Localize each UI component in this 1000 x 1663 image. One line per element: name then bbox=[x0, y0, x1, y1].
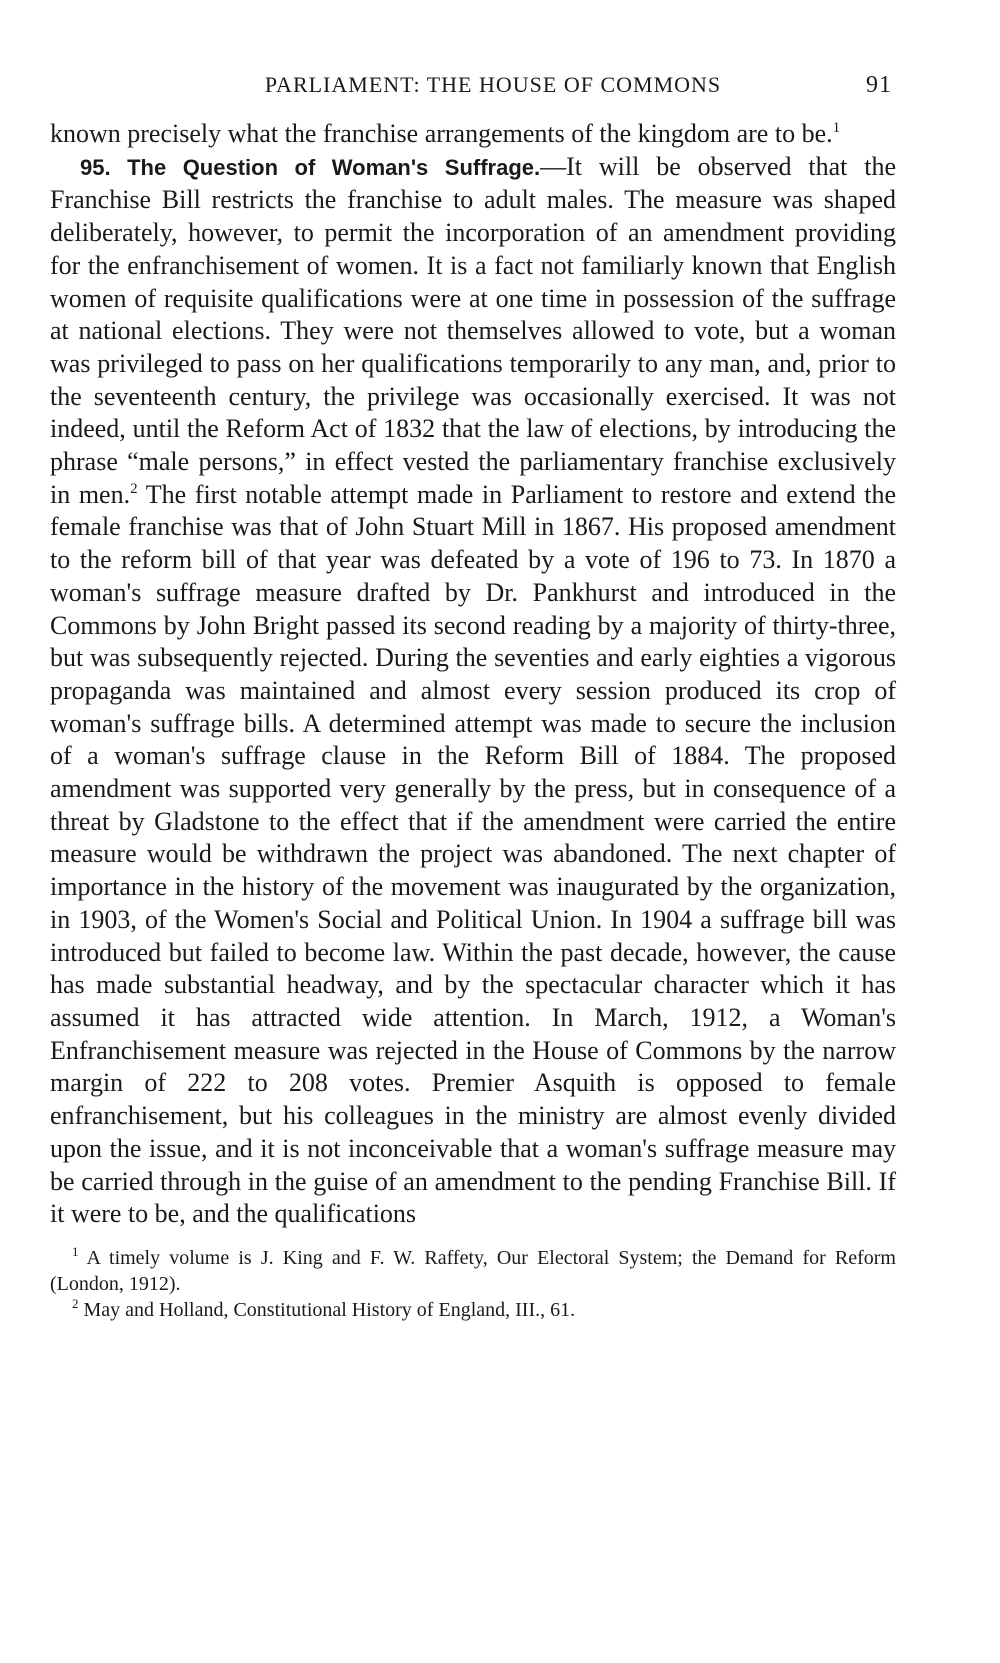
footnote-ref-1: 1 bbox=[832, 120, 841, 136]
footnotes bbox=[50, 1245, 896, 1323]
section-paragraph bbox=[50, 151, 896, 1231]
footnote-1-marker: 1 bbox=[72, 1243, 79, 1259]
main-text bbox=[50, 118, 896, 1231]
footnote-1 bbox=[50, 1245, 896, 1297]
section-title: The Question of Woman's Suffrage. bbox=[127, 154, 541, 180]
section-text-part-2: The first notable attempt made in Parliament to restore and extend the female franchise was that of John Stuart Mill in 1867. His proposed amendment to the reform bill of that year was defeated by a vote of 196 to 73. In 1870 a woman's suffrage measure drafted by Dr. Pankhurst and introduced in the Commons by John Bright passed its second reading by a majority of thirty-three, but was subsequently rejected. During the seventies and early eighties a vigorous propaganda was maintained and almost every session produced its crop of woman's suffrage bills. A determined attempt was made to secure the inclusion of a woman's suffrage clause in the Reform Bill of 1884. The proposed amendment was supported very generally by the press, but in consequence of a threat by Gladstone to the effect that if the amendment were carried the entire measure would be withdrawn the project was abandoned. The next chapter of importance in the history of the movement was inaugurated by the organization, in 1903, of the Women's Social and Political Union. In 1904 a suffrage bill was introduced but failed to become law. Within the past decade, however, the cause has made substantial headway, and by the spectacular character which it has assumed it has attracted wide attention. In March, 1912, a Woman's Enfranchisement measure was rejected in the House of Commons by the narrow margin of 222 to 208 votes. Premier Asquith is opposed to female enfranchisement, but his colleagues in the ministry are almost evenly divided upon the issue, and it is not inconceivable that a woman's suffrage measure may be carried through in the guise of an amendment to the pending Franchise Bill. If it were to be, and the qualifications bbox=[50, 479, 896, 1229]
section-number: 95. bbox=[80, 154, 111, 180]
footnote-2 bbox=[50, 1297, 896, 1323]
section-text-part-1: —It will be observed that the Franchise Bill restricts the franchise to adult males. The measure was shaped deliberately, however, to permit the incorporation of an amendment providing for the enfranchisement of women. It is a fact not familiarly known that English women of requisite qualifications were at one time in possession of the suffrage at national elections. They were not themselves allowed to vote, but a woman was privileged to pass on her qualifications temporarily to any man, and, prior to the seventeenth century, the privilege was occasionally exercised. It was not indeed, until the Reform Act of 1832 that the law of elections, by introducing the phrase “male persons,” in effect vested the parliamentary franchise exclusively in men. bbox=[50, 151, 896, 509]
continuation-text: known precisely what the franchise arrangements of the kingdom are to be. bbox=[50, 119, 833, 148]
footnote-2-marker: 2 bbox=[72, 1295, 79, 1311]
page-number: 91 bbox=[866, 72, 892, 98]
running-header bbox=[50, 72, 896, 106]
book-page bbox=[50, 72, 896, 1323]
running-title: PARLIAMENT: THE HOUSE OF COMMONS bbox=[264, 72, 722, 97]
continuation-paragraph bbox=[50, 118, 896, 151]
section-heading bbox=[80, 155, 540, 180]
footnote-1-text: A timely volume is J. King and F. W. Raffety, Our Electoral System; the Demand for Reform (London, 1912). bbox=[50, 1246, 896, 1295]
footnote-ref-2: 2 bbox=[130, 480, 138, 497]
footnote-2-text: May and Holland, Constitutional History of England, III., 61. bbox=[78, 1298, 576, 1321]
